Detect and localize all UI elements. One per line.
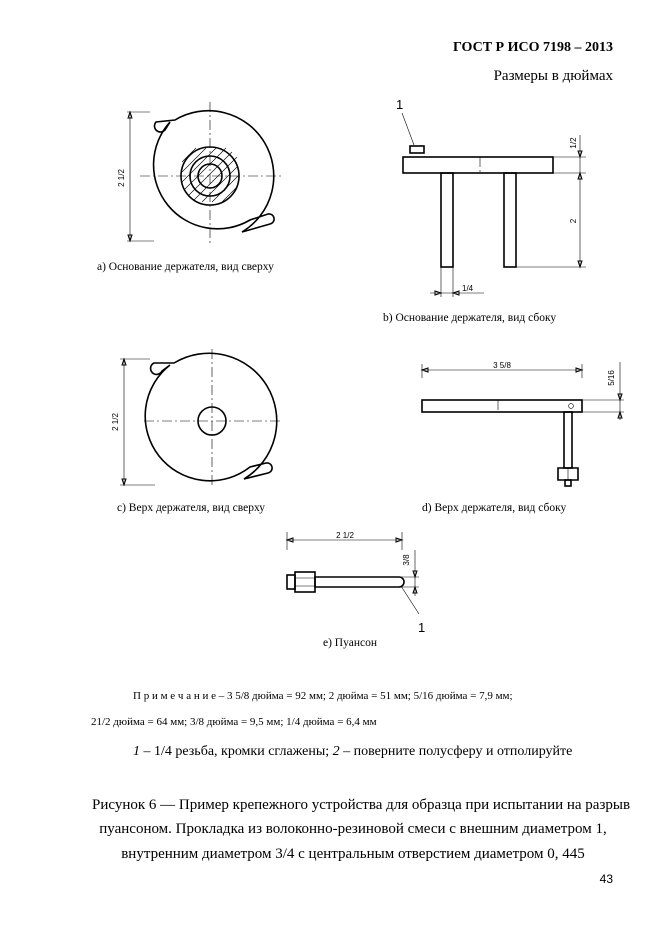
- dim-b-width: 1/4: [462, 284, 474, 293]
- standard-header: ГОСТ Р ИСО 7198 – 2013: [452, 40, 613, 55]
- dim-b-leg: 2: [569, 218, 578, 224]
- caption-c: c) Верх держателя, вид сверху: [117, 502, 266, 514]
- caption-e: e) Пуансон: [323, 637, 377, 649]
- dim-e-dia: 3/8: [402, 554, 411, 566]
- dim-b-top: 1/2: [569, 137, 578, 149]
- dim-d-thickness: 5/16: [607, 370, 616, 386]
- dim-d-length: 3 5/8: [493, 361, 511, 370]
- figure-d-drawing: [412, 358, 632, 498]
- caption-d: d) Верх держателя, вид сбоку: [422, 502, 567, 514]
- note-line-2: 21/2 дюйма = 64 мм; 3/8 дюйма = 9,5 мм; 1/4 дюйма = 6,4 мм: [91, 716, 377, 728]
- legend-text-1: – 1/4 резьба, кромки сглажены;: [140, 744, 333, 759]
- caption-a: a) Основание держателя, вид сверху: [97, 261, 274, 273]
- legend-num-2: 2: [332, 744, 340, 759]
- note-text-1: – 3 5/8 дюйма = 92 мм; 2 дюйма = 51 мм; 5/16 дюйма = 7,9 мм;: [216, 690, 513, 702]
- figure-e-drawing: [285, 528, 445, 638]
- figure-c-drawing: [110, 345, 290, 495]
- note-label: П р и м е ч а н и е: [133, 690, 216, 702]
- figure-b-drawing: [390, 95, 595, 305]
- figure-a-drawing: [110, 100, 290, 250]
- callout-b-1: 1: [396, 97, 404, 112]
- units-note: Размеры в дюймах: [493, 68, 613, 84]
- page-number: 43: [599, 872, 613, 886]
- dim-e-length: 2 1/2: [336, 531, 354, 540]
- dim-a-height: 2 1/2: [117, 169, 126, 187]
- dim-c-height: 2 1/2: [111, 413, 120, 431]
- legend-num-1: 1: [133, 744, 140, 759]
- legend-line: [133, 744, 572, 760]
- figure-caption-line-1: Рисунок 6 — Пример крепежного устройства для образца при испытании на разрыв: [92, 797, 631, 813]
- figure-caption-line-2: пуансоном. Прокладка из волоконно-резиновой смеси с внешним диаметром 1,: [99, 821, 607, 837]
- legend-text-2: – поверните полусферу и отполируйте: [339, 744, 573, 759]
- note-line-1: [133, 690, 513, 702]
- figure-caption-line-3: внутренним диаметром 3/4 с центральным отверстием диаметром 0, 445: [121, 846, 585, 862]
- caption-b: b) Основание держателя, вид сбоку: [383, 312, 557, 324]
- callout-e-1: 1: [418, 620, 426, 635]
